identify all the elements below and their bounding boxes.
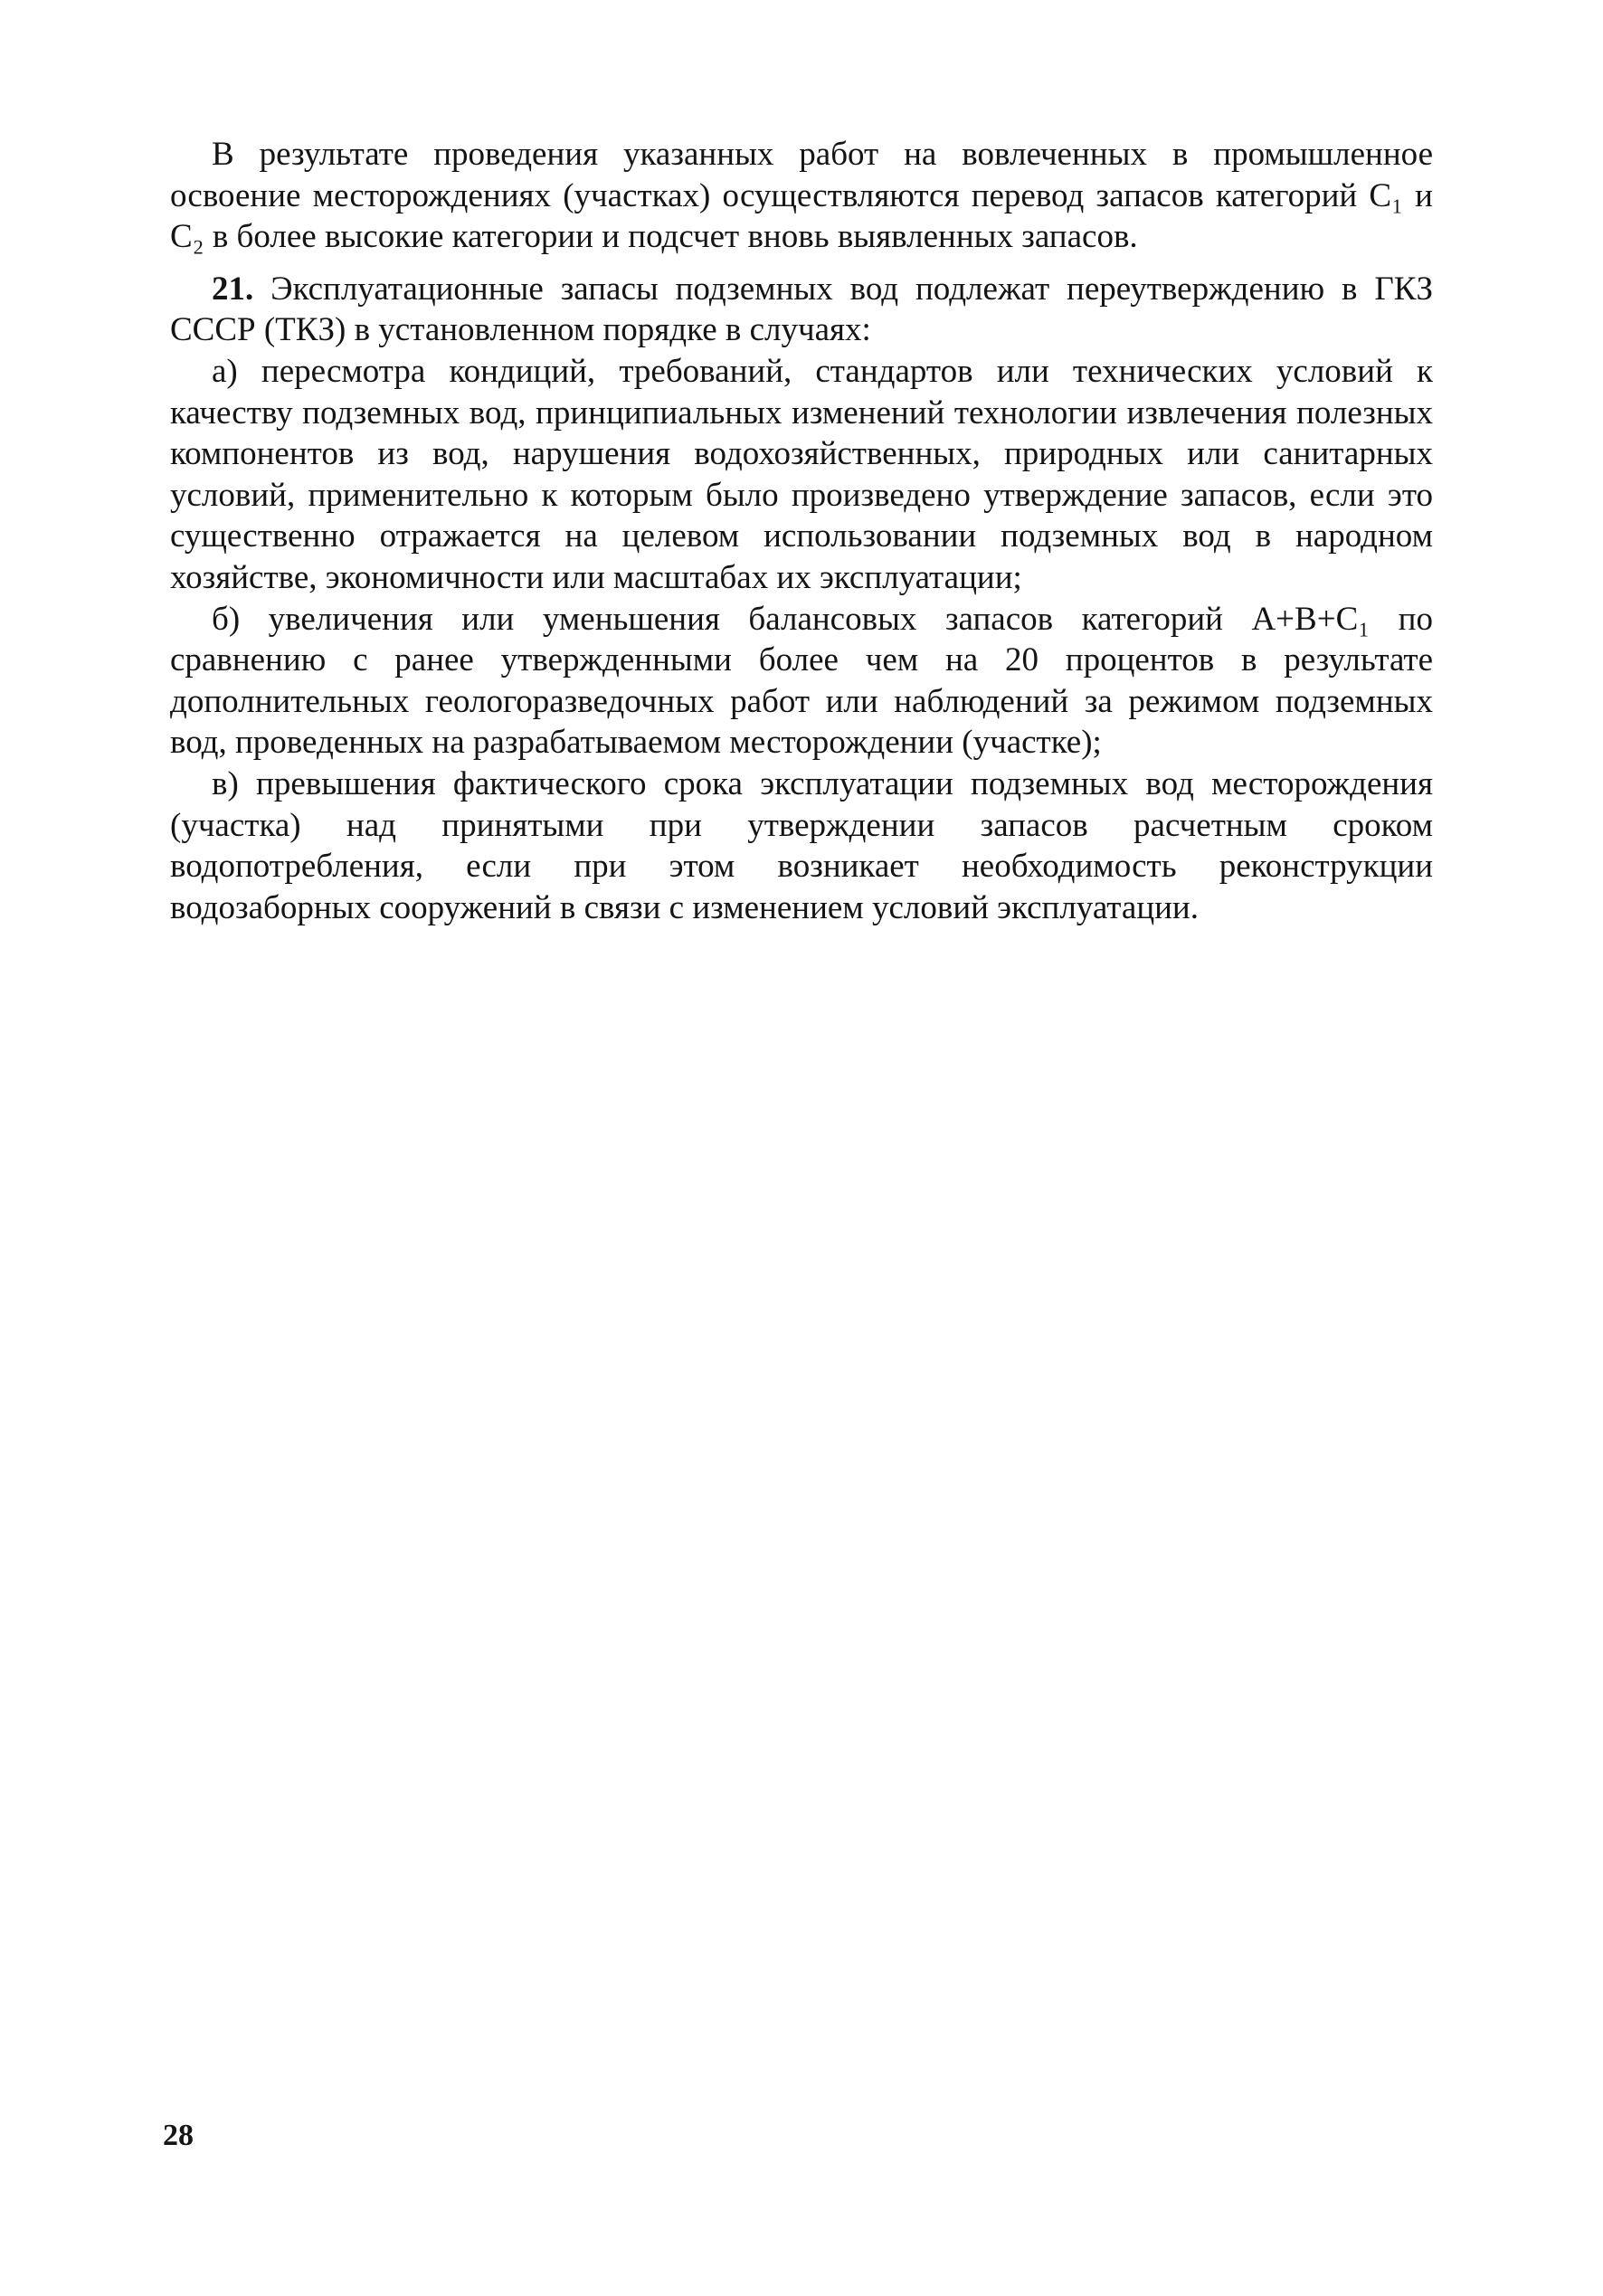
paragraph-item-b: б) увеличения или уменьшения балансовых запасов категорий A+B+C₁ по сравнению с ранее утвержденными более чем на 20 процентов в результате дополнительных геологоразведочных работ или наблюдений за режимом подземных вод, проведенных на разрабатываемом месторождении (участке); xyxy=(170,600,1433,762)
paragraph-item-a: а) пересмотра кондиций, требований, стандартов или технических условий к качеству подземных вод, принципиальных изменений технологии извлечения полезных компонентов из вод, нарушения водохозяйственных, природных или санитарных условий, применительно к которым было произведено утверждение запасов, если это существенно отражается на целевом использовании подземных вод в народном хозяйстве, экономичности или масштабах их эксплуатации; xyxy=(170,352,1433,596)
clause-text: Эксплуатационные запасы подземных вод подлежат переутверждению в ГКЗ СССР (ТКЗ) в установленном порядке в случаях: xyxy=(170,270,1433,349)
body-text xyxy=(170,134,1433,928)
paragraph-intro: В результате проведения указанных работ на вовлеченных в промышленное освоение месторождениях (участках) осуществляются перевод запасов категорий C₁ и C₂ в более высокие категории и подсчет вновь выявленных запасов. xyxy=(170,136,1433,256)
paragraph-item-c: в) превышения фактического срока эксплуатации подземных вод месторождения (участка) над принятыми при утверждении запасов расчетным сроком водопотребления, если при этом возникает необходимость реконструкции водозаборных сооружений в связи с изменением условий эксплуатации. xyxy=(170,764,1433,926)
clause-number: 21. xyxy=(212,270,254,308)
page-number: 28 xyxy=(163,2119,194,2152)
paragraph-clause-21 xyxy=(170,269,1433,351)
